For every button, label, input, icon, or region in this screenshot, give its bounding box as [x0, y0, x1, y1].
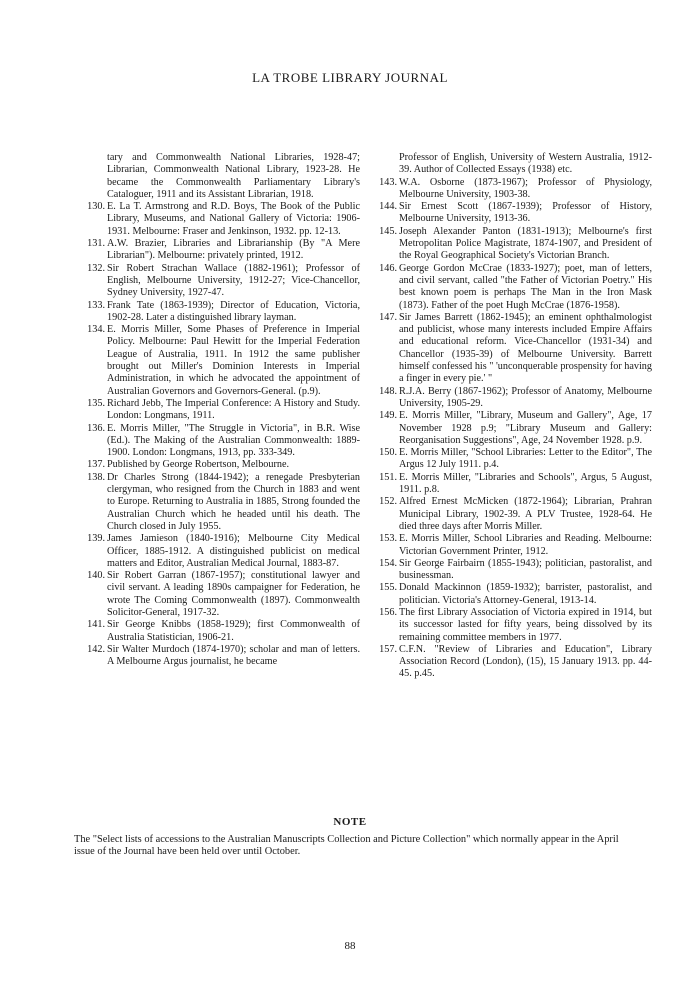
endnote-text: Richard Jebb, The Imperial Conference: A History and Study. London: Longmans, 1911.: [107, 397, 360, 422]
note-body: The "Select lists of accessions to the Australian Manuscripts Collection and Picture Collection" which normally appear in the April issue of the Journal have been held over until October.: [74, 834, 619, 858]
endnote-text: tary and Commonwealth National Libraries, 1928-47; Librarian, Commonwealth National Library, 1923-28. He became the Commonwealth Parliamentary Library's Cataloguer, 1911 and its Assistant Librarian, 1918.: [107, 152, 360, 200]
endnote-number: 152.: [379, 496, 397, 508]
endnote: [379, 471, 652, 497]
endnote: [87, 471, 360, 533]
endnote-text: E. Morris Miller, School Libraries and Reading. Melbourne: Victorian Government Printer, 1912.: [399, 533, 652, 557]
endnote-text: E. Morris Miller, "Library, Museum and Gallery", Age, 17 November 1928 p.9; "Library Museum and Gallery: Reorganisation Suggestions", Age, 24 November 1928. p.9.: [399, 410, 652, 446]
endnote: [379, 385, 652, 411]
endnote: [87, 299, 360, 325]
note-heading: NOTE: [333, 816, 367, 828]
endnote-number: 137.: [87, 459, 105, 471]
endnote-number: 150.: [379, 447, 397, 459]
endnote: [87, 533, 360, 570]
endnote: [382, 152, 652, 177]
endnote-number: 140.: [87, 570, 105, 582]
endnote: [379, 201, 652, 226]
endnote: [379, 496, 652, 533]
endnote-number: 147.: [379, 311, 397, 323]
endnote: [87, 422, 360, 460]
endnote-number: 154.: [379, 557, 397, 569]
endnote-number: 153.: [379, 533, 397, 545]
endnote-text: E. Morris Miller, "Libraries and Schools", Argus, 5 August, 1911. p.8.: [399, 471, 652, 496]
endnote-number: 155.: [379, 582, 397, 594]
endnote: [379, 582, 652, 607]
endnote-text: Donald Mackinnon (1859-1932); barrister, pastoralist, and politician. Victoria's Attorney-General, 1913-14.: [399, 582, 652, 606]
endnote-number: 142.: [87, 643, 105, 655]
endnote-text: Sir Robert Garran (1867-1957); constitutional lawyer and civil servant. A leading 1890s campaigner for Federation, he wrote The Coming Commonwealth (1897). Commonwealth Solicitor-General, 1917-32.: [107, 570, 360, 618]
endnote: [87, 324, 360, 398]
endnote-number: 148.: [379, 385, 397, 397]
endnote: [379, 447, 652, 472]
endnote: [379, 643, 652, 681]
endnote-number: 135.: [87, 397, 105, 409]
endnote-text: R.J.A. Berry (1867-1962); Professor of Anatomy, Melbourne University, 1905-29.: [399, 385, 652, 409]
endnote-text: A.W. Brazier, Libraries and Librarianship (By "A Mere Librarian"). Melbourne: privately printed, 1912.: [107, 238, 360, 262]
endnote-text: Published by George Robertson, Melbourne.: [107, 459, 290, 471]
endnote: [87, 397, 360, 423]
endnote-number: 144.: [379, 201, 397, 213]
endnote-number: 157.: [379, 643, 397, 655]
endnote-number: 145.: [379, 225, 397, 237]
endnote-text: George Gordon McCrae (1833-1927); poet, man of letters, and civil servant, called "the Father of Victorian Poetry." His best known poem is perhaps The Man in the Iron Mask (1873). Father of the poet Hugh McCrae (1876-1958).: [399, 262, 652, 311]
endnote-number: 138.: [87, 471, 105, 483]
endnote-text: Alfred Ernest McMicken (1872-1964); Librarian, Prahran Municipal Library, 1902-39. A PLV Trustee, 1928-64. He died three days after Morris Miller.: [399, 496, 652, 532]
endnote-number: 136.: [87, 422, 105, 434]
endnote: [379, 606, 652, 644]
endnote: [87, 459, 360, 471]
endnote: [379, 557, 652, 583]
endnote-number: 139.: [87, 533, 105, 545]
endnote-text: Sir George Knibbs (1858-1929); first Commonwealth of Australia Statistician, 1906-21.: [107, 619, 360, 643]
endnote-text: James Jamieson (1840-1916); Melbourne City Medical Officer, 1885-1912. A distinguished publicist on medical matters and Editor, Australian Medical Journal, 1883-87.: [107, 533, 360, 569]
endnote: [90, 152, 360, 201]
endnote-text: Sir James Barrett (1862-1945); an eminent ophthalmologist and publicist, whose many interests included Empire Affairs and educational reform. Vice-Chancellor (1931-34) and Chancellor (1935-39) of Melbourne University. Barrett himself confessed his " 'unconquerable prospensity for having a finger in every pie.' ": [399, 311, 652, 385]
endnote-text: Sir Ernest Scott (1867-1939); Professor of History, Melbourne University, 1913-36.: [399, 201, 652, 225]
endnote-text: Sir George Fairbairn (1855-1943); politician, pastoralist, and businessman.: [399, 557, 652, 582]
endnote: [379, 410, 652, 447]
endnote: [379, 176, 652, 202]
endnote-text: W.A. Osborne (1873-1967); Professor of Physiology, Melbourne University, 1903-38.: [399, 176, 652, 200]
endnote-number: 134.: [87, 324, 105, 336]
endnote-text: E. Morris Miller, Some Phases of Preference in Imperial Policy. Melbourne: Paul Hewitt for the Imperial Federation League of Australia, 1911. In 1912 the same publisher brought out Miller's Dominion Interests in Imperial Administration, in which he advocated the appointment of Australian Governors and Governors-General. (p.9).: [107, 324, 360, 397]
page-number: 88: [344, 940, 356, 952]
endnote: [379, 533, 652, 558]
endnote-text: E. Morris Miller, "The Struggle in Victoria", in B.R. Wise (Ed.). The Making of the Australian Commonwealth: 1889-1900. London: Longmans, 1913, pp. 333-349.: [107, 422, 360, 459]
endnote: [379, 311, 652, 386]
endnote-number: 151.: [379, 471, 397, 483]
endnote-text: Joseph Alexander Panton (1831-1913); Melbourne's first Metropolitan Police Magistrate, 1874-1907, and President of the Royal Geographical Society's Victorian Branch.: [399, 225, 652, 262]
notes-column-right: [379, 152, 652, 681]
endnote-text: E. Morris Miller, "School Libraries: Letter to the Editor", The Argus 12 July 1911. p.4.: [399, 447, 652, 471]
endnote: [87, 619, 360, 644]
endnote: [87, 570, 360, 619]
running-head: LA TROBE LIBRARY JOURNAL: [252, 70, 448, 85]
endnote-number: 141.: [87, 619, 105, 631]
endnote-text: Sir Robert Strachan Wallace (1882-1961); Professor of English, Melbourne University, 1912-27; Vice-Chancellor, Sydney University, 1927-47.: [107, 262, 360, 299]
endnote: [87, 201, 360, 238]
endnote-number: 156.: [379, 606, 397, 618]
endnote-number: 132.: [87, 262, 105, 274]
endnote-number: 130.: [87, 201, 105, 213]
endnote-number: 133.: [87, 299, 105, 311]
endnote-text: E. La T. Armstrong and R.D. Boys, The Book of the Public Library, Museums, and National Gallery of Victoria: 1906-1931. Melbourne: Fraser and Jenkinson, 1932. pp. 12-13.: [107, 201, 360, 237]
endnote-number: 143.: [379, 176, 397, 188]
endnote-text: Sir Walter Murdoch (1874-1970); scholar and man of letters. A Melbourne Argus journalist, he became: [107, 643, 360, 668]
endnote: [87, 262, 360, 300]
endnote: [379, 262, 652, 312]
endnote: [87, 643, 360, 669]
endnote: [87, 238, 360, 263]
endnote-text: C.F.N. "Review of Libraries and Education", Library Association Record (London), (15), 15 January 1913. pp. 44-45. p.45.: [399, 643, 652, 680]
endnote-text: Frank Tate (1863-1939); Director of Education, Victoria, 1902-28. Later a distinguished library layman.: [107, 299, 360, 323]
notes-column-left: [87, 152, 360, 668]
endnote-number: 146.: [379, 262, 397, 274]
endnote-text: Professor of English, University of Western Australia, 1912-39. Author of Collected Essays (1938) etc.: [399, 152, 652, 176]
endnote: [379, 225, 652, 263]
endnote-number: 149.: [379, 410, 397, 422]
endnote-number: 131.: [87, 238, 105, 250]
endnote-text: Dr Charles Strong (1844-1942); a renegade Presbyterian clergyman, who resigned from the Church in 1883 and went to Europe. Returning to Australia in 1885, Strong founded the Australian Church which he headed until his death. The Church closed in July 1955.: [107, 471, 360, 532]
endnote-text: The first Library Association of Victoria expired in 1914, but its successor lasted for fifty years, being dissolved by its remaining committee members in 1977.: [399, 606, 652, 643]
